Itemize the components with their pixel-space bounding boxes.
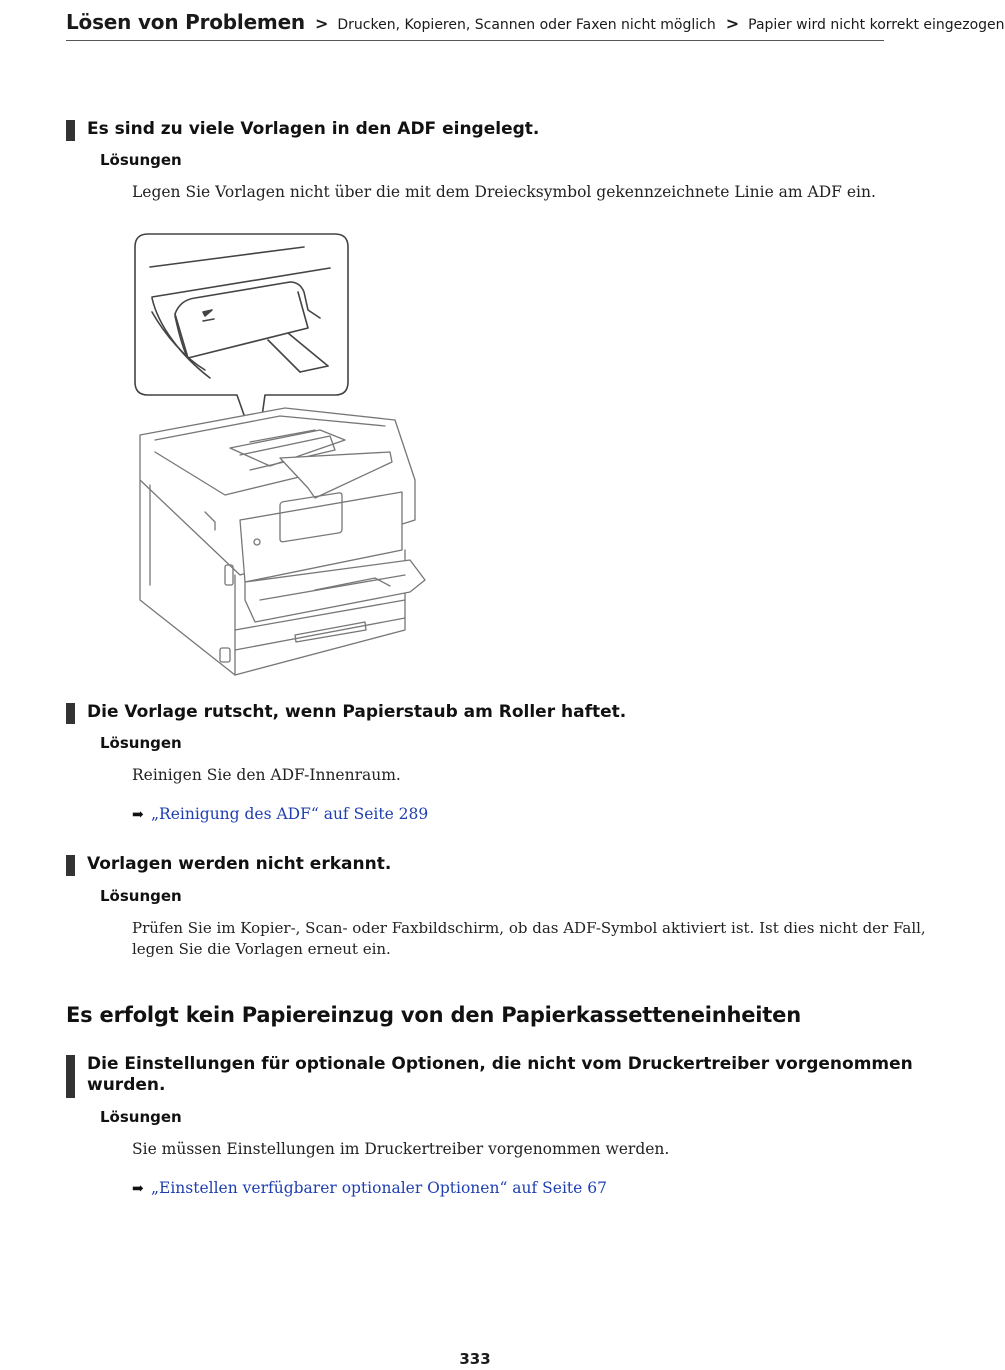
breadcrumb xyxy=(66,10,1005,41)
printer-adf-illustration xyxy=(130,230,430,680)
solutions-label: Lösungen xyxy=(100,1108,182,1126)
breadcrumb-item[interactable]: Papier wird nicht korrekt eingezogen xyxy=(748,17,1005,33)
breadcrumb-separator: > xyxy=(314,14,329,33)
heading-bar xyxy=(66,120,75,141)
solution-text-line: Prüfen Sie im Kopier-, Scan- oder Faxbildschirm, ob das ADF-Symbol aktiviert ist. Ist dies nicht der Fall, xyxy=(132,919,926,937)
section-title: Es erfolgt kein Papiereinzug von den Papierkassetteneinheiten xyxy=(66,1003,801,1027)
link-reinigung-adf[interactable]: „Reinigung des ADF“ auf Seite 289 xyxy=(151,805,429,823)
heading-bar xyxy=(66,855,75,876)
cross-reference xyxy=(132,1178,607,1200)
solutions-label: Lösungen xyxy=(100,734,182,752)
heading-bar xyxy=(66,703,75,724)
solution-text-line: legen Sie die Vorlagen erneut ein. xyxy=(132,940,391,958)
breadcrumb-separator: > xyxy=(725,14,740,33)
breadcrumb-section: Lösen von Problemen xyxy=(66,10,305,34)
solution-text: Legen Sie Vorlagen nicht über die mit dem Dreiecksymbol gekennzeichnete Linie am ADF ein. xyxy=(132,183,876,201)
link-optionale-optionen[interactable]: „Einstellen verfügbarer optionaler Optionen“ auf Seite 67 xyxy=(151,1179,607,1197)
problem-heading: Vorlagen werden nicht erkannt. xyxy=(66,854,886,875)
solution-text: Reinigen Sie den ADF-Innenraum. xyxy=(132,766,401,784)
solutions-label: Lösungen xyxy=(100,151,182,169)
arrow-right-icon: ➡ xyxy=(132,1181,144,1197)
problem-heading: Es sind zu viele Vorlagen in den ADF eingelegt. xyxy=(66,119,886,140)
solution-text xyxy=(132,918,926,960)
problem-heading-line: wurden. xyxy=(87,1075,166,1095)
solution-text: Sie müssen Einstellungen im Druckertreiber vorgenommen werden. xyxy=(132,1140,670,1158)
cross-reference xyxy=(132,804,428,826)
breadcrumb-item[interactable]: Drucken, Kopieren, Scannen oder Faxen nicht möglich xyxy=(337,17,716,33)
problem-heading: Die Vorlage rutscht, wenn Papierstaub am Roller haftet. xyxy=(66,702,886,723)
solutions-label: Lösungen xyxy=(100,887,182,905)
problem-heading xyxy=(66,1054,913,1098)
page-number: 333 xyxy=(459,1350,491,1368)
heading-bar xyxy=(66,1055,75,1098)
problem-heading-line: Die Einstellungen für optionale Optionen, die nicht vom Druckertreiber vorgenommen xyxy=(87,1054,913,1074)
arrow-right-icon: ➡ xyxy=(132,807,144,823)
